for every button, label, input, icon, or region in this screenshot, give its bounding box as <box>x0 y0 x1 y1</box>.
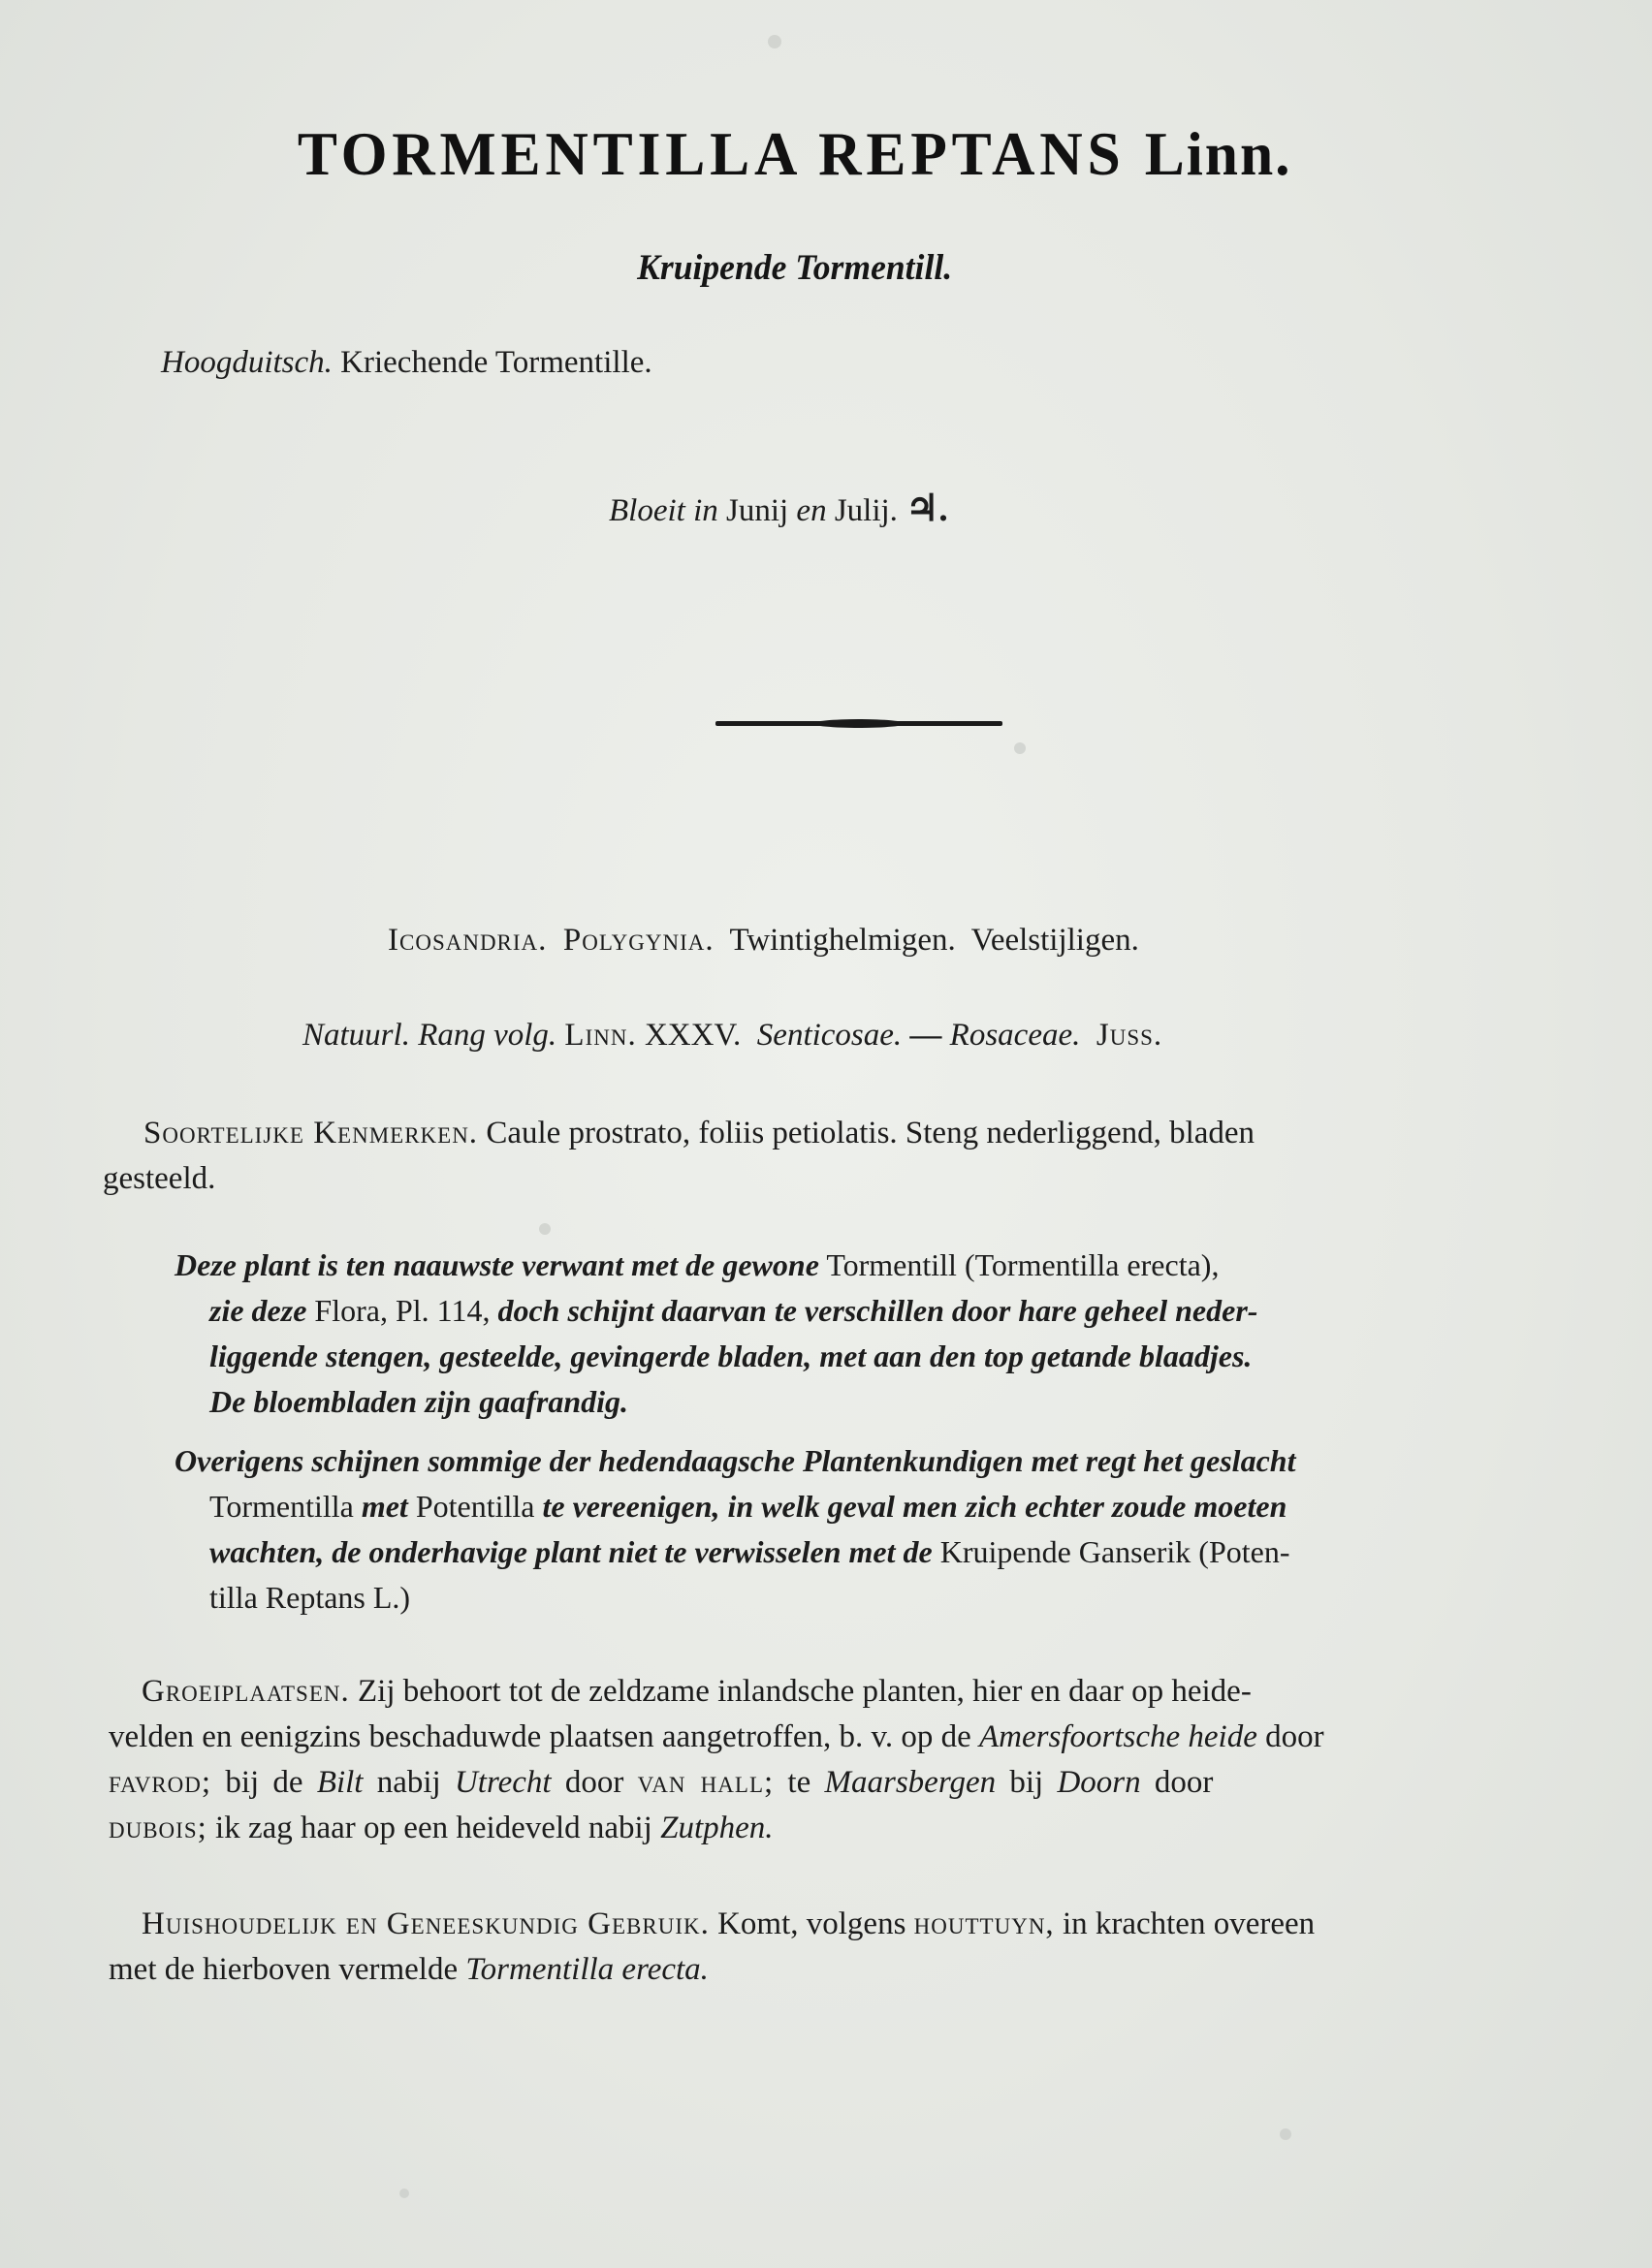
note1-row-4: De bloembladen zijn gaafrandig. <box>209 1384 629 1419</box>
characteristics-paragraph <box>103 1111 1561 1202</box>
rank-number: XXXV. <box>644 1018 742 1053</box>
rank-dash: — <box>909 1018 942 1053</box>
dutch-name: Kruipende Tormentill. <box>637 248 953 288</box>
usage-row-2 <box>109 1947 1315 1993</box>
characteristics-row-1 <box>136 1111 1561 1156</box>
bloom-month1: Junij <box>725 493 789 528</box>
usage-text-1c: in krachten overeen <box>1062 1906 1316 1941</box>
order-dutch: Veelstijligen. <box>970 923 1139 958</box>
german-label: Hoogduitsch. <box>161 345 333 380</box>
characteristics-row-2: gesteeld. <box>103 1161 216 1196</box>
rank-label: Natuurl. Rang volg. <box>302 1018 557 1053</box>
note2-text-3a: wachten, de onderhavige plant niet te verwisselen met de <box>209 1534 933 1569</box>
habitat-text-3e: Utrecht <box>454 1765 552 1800</box>
habitat-row-3 <box>109 1760 1324 1806</box>
note2-text-2c: Potentilla <box>415 1489 535 1524</box>
characteristics-label: Soortelijke Kenmerken. <box>143 1116 479 1150</box>
habitat-text-1: Zij behoort tot de zeldzame inlandsche planten, hier en daar op heide- <box>358 1674 1252 1709</box>
class-dutch: Twintighelmigen. <box>729 923 956 958</box>
usage-paragraph <box>109 1902 1315 1993</box>
note-paragraph-1 <box>175 1243 1257 1425</box>
bloom-line <box>609 487 948 530</box>
habitat-row-1 <box>109 1669 1324 1715</box>
habitat-text-3g: van hall; <box>637 1765 775 1800</box>
paper-speck <box>1014 742 1026 754</box>
note2-text-2a: Tormentilla <box>209 1489 354 1524</box>
note2-text-2b: met <box>361 1489 408 1524</box>
habitat-paragraph <box>109 1669 1324 1851</box>
note1-row-1 <box>175 1243 1257 1288</box>
rank-family2: Rosaceae. <box>949 1018 1081 1053</box>
note1-text-1a: Deze plant is ten naauwste verwant met de gewone <box>175 1247 819 1282</box>
habitat-text-3f: door <box>564 1765 624 1800</box>
paper-speck <box>399 2189 409 2198</box>
rank-author2: Juss. <box>1096 1018 1163 1053</box>
usage-text-1b: houttuyn, <box>913 1906 1055 1941</box>
habitat-text-3c: Bilt <box>316 1765 364 1800</box>
habitat-row-2 <box>109 1715 1324 1760</box>
habitat-text-3k: Doorn <box>1057 1765 1141 1800</box>
note1-text-2c: doch schijnt daarvan te verschillen door hare geheel neder- <box>497 1293 1258 1328</box>
section-divider <box>715 721 1002 726</box>
bloom-en: en <box>796 493 827 528</box>
rank-line <box>302 1018 1162 1054</box>
rank-author: Linn. <box>564 1018 637 1053</box>
note1-row-2 <box>175 1288 1257 1334</box>
usage-row-1 <box>109 1902 1315 1947</box>
classification-line <box>388 923 1139 959</box>
characteristics-text-1: Caule prostrato, foliis petiolatis. Steng nederliggend, bladen <box>486 1116 1255 1150</box>
bloom-month2: Julij. <box>834 493 898 528</box>
habitat-text-4a: dubois; <box>109 1811 207 1845</box>
note2-row-4: tilla Reptans L.) <box>209 1580 411 1615</box>
note2-text-2d: te vereenigen, in welk geval men zich echter zoude moeten <box>542 1489 1287 1524</box>
habitat-text-2a: velden en eenigzins beschaduwde plaatsen aangetroffen, b. v. op de <box>109 1719 971 1754</box>
german-name: Kriechende Tormentille. <box>340 345 652 380</box>
paper-speck <box>768 35 781 48</box>
habitat-text-3b: bij de <box>225 1765 303 1800</box>
perennial-symbol: ♃. <box>905 488 948 529</box>
note1-row-3: liggende stengen, gesteelde, gevingerde bladen, met aan den top getande blaadjes. <box>209 1339 1253 1373</box>
german-name-line <box>161 345 652 381</box>
note2-row-2 <box>175 1484 1295 1529</box>
note2-row-3 <box>175 1529 1295 1575</box>
usage-text-1a: Komt, volgens <box>717 1906 906 1941</box>
bloom-in: in <box>693 493 718 528</box>
note1-text-2b: Flora, Pl. 114, <box>314 1293 491 1328</box>
note1-text-2a: zie deze <box>209 1293 307 1328</box>
habitat-text-3d: nabij <box>376 1765 441 1800</box>
habitat-row-4 <box>109 1806 1324 1851</box>
habitat-text-3a: favrod; <box>109 1765 212 1800</box>
note1-text-1b: Tormentill (Tormentilla erecta), <box>826 1247 1220 1282</box>
paper-speck <box>539 1223 551 1235</box>
usage-text-2a: met de hierboven vermelde <box>109 1952 459 1987</box>
page-title <box>0 118 1589 190</box>
habitat-text-3i: Maarsbergen <box>824 1765 997 1800</box>
habitat-text-3h: te <box>787 1765 811 1800</box>
class-name: Icosandria. <box>388 923 548 958</box>
rank-family: Senticosae. <box>756 1018 903 1053</box>
note-paragraph-2 <box>175 1438 1295 1621</box>
habitat-text-2c: door <box>1265 1719 1324 1754</box>
habitat-text-4c: Zutphen. <box>660 1811 774 1845</box>
usage-text-2b: Tormentilla erecta. <box>465 1952 709 1987</box>
habitat-text-3j: bij <box>1009 1765 1044 1800</box>
habitat-text-3l: door <box>1154 1765 1214 1800</box>
usage-label: Huishoudelijk en Geneeskundig Gebruik. <box>142 1906 710 1941</box>
habitat-label: Groeiplaatsen. <box>142 1674 350 1709</box>
order-name: Polygynia. <box>562 923 715 958</box>
note2-text-3b: Kruipende Ganserik (Poten- <box>939 1534 1290 1569</box>
habitat-text-2b: Amersfoortsche heide <box>979 1719 1257 1754</box>
habitat-text-4b: ik zag haar op een heideveld nabij <box>215 1811 652 1845</box>
note2-row-1: Overigens schijnen sommige der hedendaagsche Plantenkundigen met regt het geslacht <box>175 1443 1296 1478</box>
bloom-label: Bloeit <box>609 493 685 528</box>
species-author: Linn. <box>1144 119 1292 188</box>
species-name: TORMENTILLA REPTANS <box>297 119 1126 188</box>
paper-speck <box>1280 2128 1291 2140</box>
